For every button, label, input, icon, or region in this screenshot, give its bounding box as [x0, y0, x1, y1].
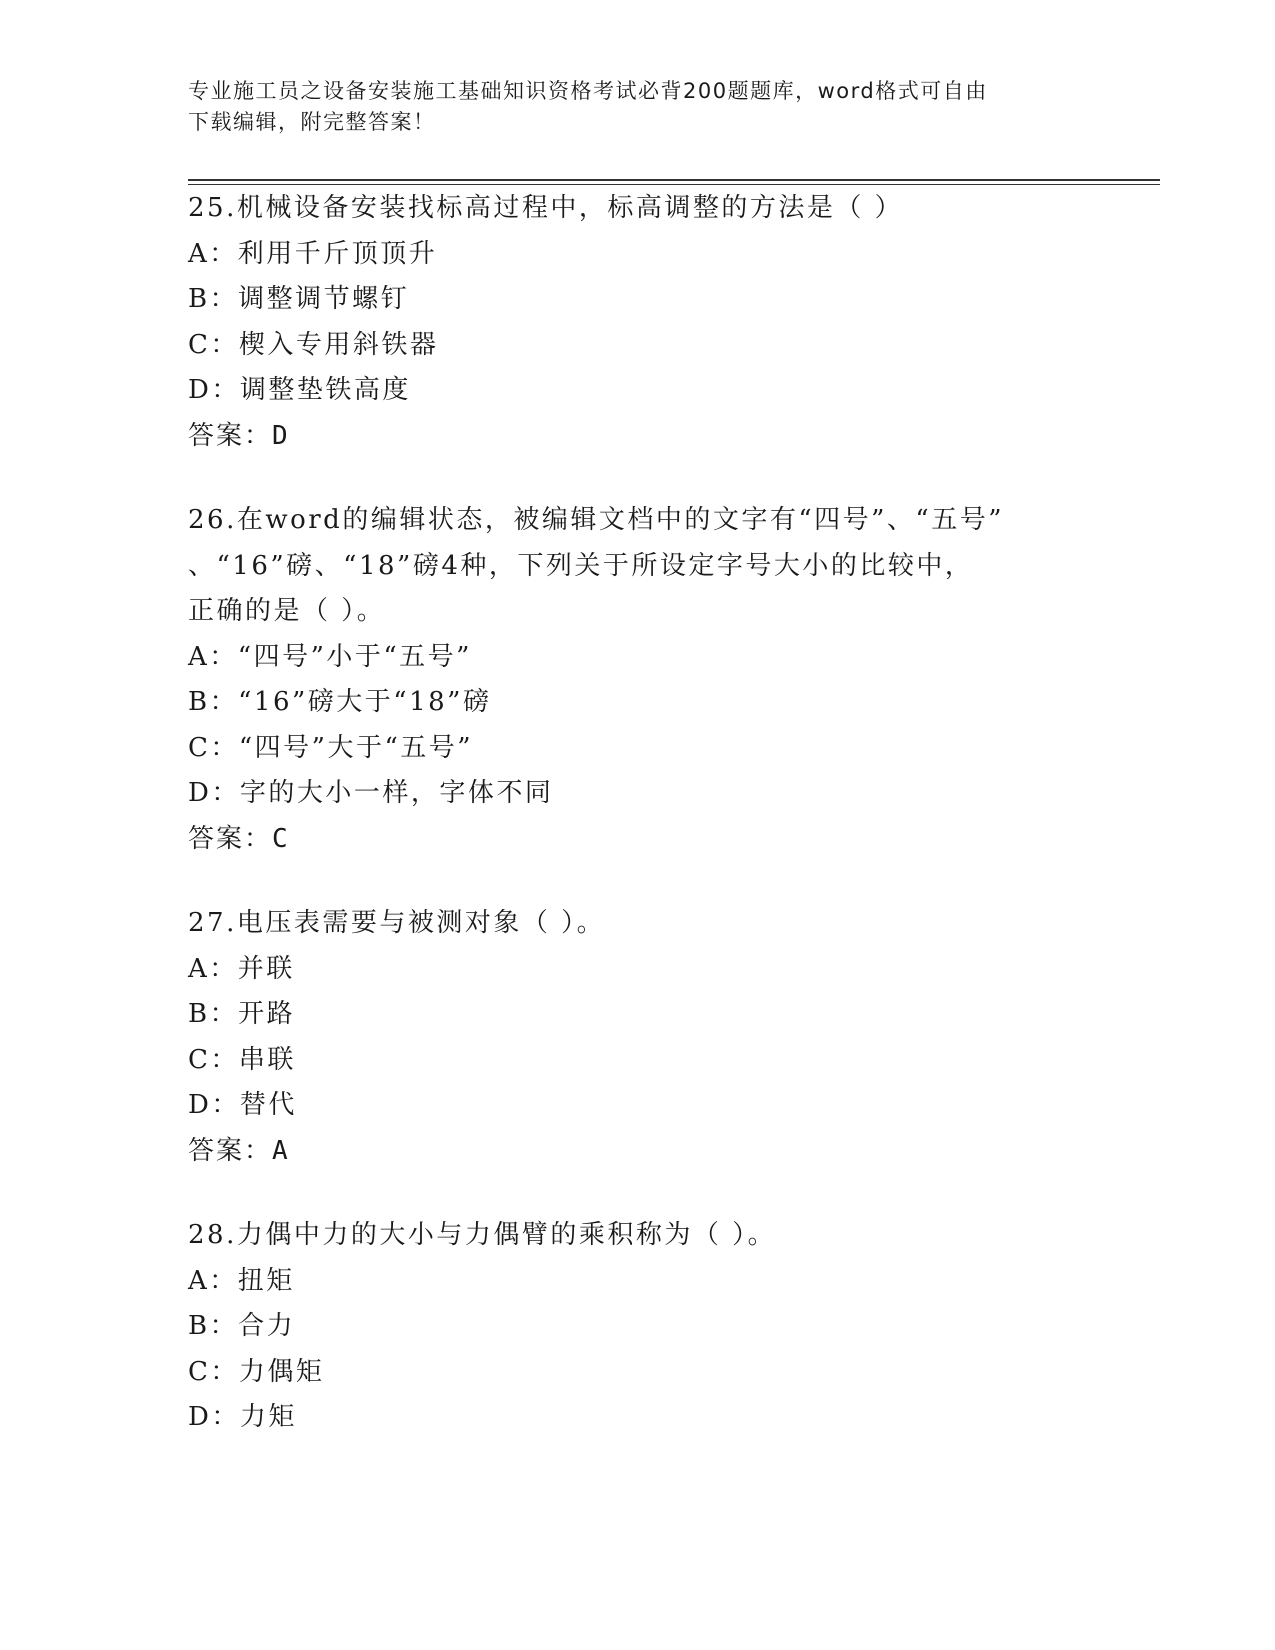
option-b: B：开路: [188, 999, 296, 1029]
question-stem: 27.电压表需要与被测对象（ ）。: [188, 908, 606, 938]
question-stem: 26.在word的编辑状态，被编辑文档中的文字有“四号”、“五号”: [188, 505, 1004, 535]
option-b: B：合力: [188, 1311, 296, 1341]
header-divider-thin: [188, 184, 1160, 185]
answer-value: D: [272, 420, 288, 451]
question-stem: 28.力偶中力的大小与力偶臂的乘积称为（ ）。: [188, 1220, 777, 1250]
document-header: 专业施工员之设备安装施工基础知识资格考试必背200题题库，word格式可自由 下载编辑，附完整答案！: [188, 79, 988, 134]
question-28: [188, 1213, 1088, 1441]
answer-value: C: [272, 823, 288, 854]
option-a: A：利用千斤顶顶升: [188, 238, 438, 269]
option-c: C：力偶矩: [188, 1356, 325, 1387]
option-b: B：“16”磅大于“18”磅: [188, 687, 492, 717]
answer: [188, 1129, 1088, 1175]
question-list: [188, 186, 1088, 1480]
question-stem-continued: 、“16”磅、“18”磅4种，下列关于所设定字号大小的比较中，: [188, 550, 974, 581]
option-c: C：“四号”大于“五号”: [188, 732, 474, 763]
question-27: [188, 901, 1088, 1174]
answer-label: 答案：: [188, 1135, 273, 1166]
option-c: C：串联: [188, 1044, 296, 1075]
answer: [188, 414, 1088, 460]
option-c: C：楔入专用斜铁器: [188, 329, 439, 360]
answer-value: A: [272, 1135, 288, 1166]
question-stem-continued: 正确的是（ ）。: [188, 596, 386, 626]
option-a: A：并联: [188, 953, 295, 984]
option-b: B：调整调节螺钉: [188, 284, 410, 314]
option-d: D：力矩: [188, 1402, 297, 1432]
option-d: D：替代: [188, 1090, 297, 1120]
option-d: D：调整垫铁高度: [188, 375, 411, 405]
option-d: D：字的大小一样，字体不同: [188, 778, 554, 808]
answer-label: 答案：: [188, 823, 273, 854]
question-26: [188, 498, 1088, 862]
answer-label: 答案：: [188, 420, 273, 451]
header-divider-thick: [188, 179, 1160, 181]
option-a: A：扭矩: [188, 1265, 295, 1296]
question-stem: 25.机械设备安装找标高过程中，标高调整的方法是（ ）: [188, 193, 904, 223]
answer: [188, 817, 1088, 863]
option-a: A：“四号”小于“五号”: [188, 641, 472, 672]
question-25: [188, 186, 1088, 459]
